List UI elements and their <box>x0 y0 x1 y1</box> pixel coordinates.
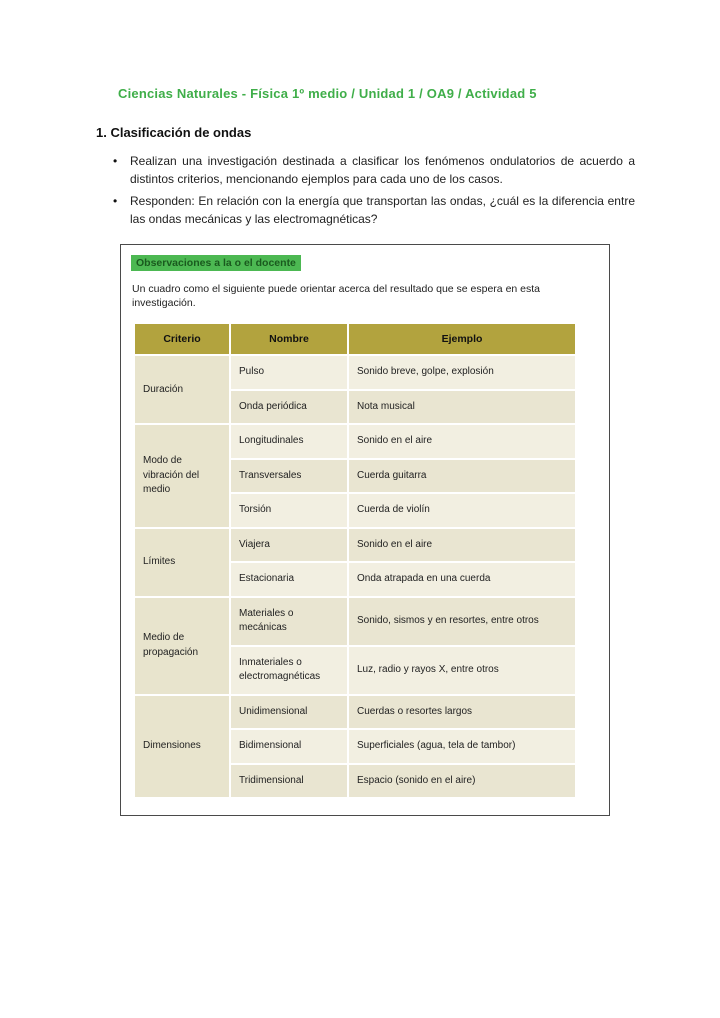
table-row <box>134 528 576 563</box>
bullet-item: • Realizan una investigación destinada a clasificar los fenómenos ondulatorios de acuerdo a distintos criterios, mencionando ejemplos para cada uno de los casos. <box>130 152 635 188</box>
section-heading: 1. Clasificación de ondas <box>96 125 252 140</box>
header-nombre: Nombre <box>230 323 348 355</box>
header-criterio: Criterio <box>134 323 230 355</box>
cell-ejemplo: Luz, radio y rayos X, entre otros <box>348 646 576 695</box>
cell-ejemplo: Espacio (sonido en el aire) <box>348 764 576 799</box>
bullet-list <box>0 152 635 228</box>
cell-criterio: Dimensiones <box>134 695 230 799</box>
cell-ejemplo: Nota musical <box>348 390 576 425</box>
cell-ejemplo: Onda atrapada en una cuerda <box>348 562 576 597</box>
cell-nombre: Torsión <box>230 493 348 528</box>
cell-ejemplo: Sonido en el aire <box>348 528 576 563</box>
cell-nombre: Materiales o mecánicas <box>230 597 348 646</box>
cell-nombre: Longitudinales <box>230 424 348 459</box>
header-ejemplo: Ejemplo <box>348 323 576 355</box>
cell-ejemplo: Cuerdas o resortes largos <box>348 695 576 730</box>
cell-criterio: Medio de propagación <box>134 597 230 695</box>
cell-nombre: Pulso <box>230 355 348 390</box>
cell-nombre: Inmateriales o electromagnéticas <box>230 646 348 695</box>
table-row <box>134 695 576 730</box>
note-intro: Un cuadro como el siguiente puede orientar acerca del resultado que se espera en esta investigación. <box>132 283 541 310</box>
cell-ejemplo: Sonido en el aire <box>348 424 576 459</box>
cell-nombre: Transversales <box>230 459 348 494</box>
cell-ejemplo: Superficiales (agua, tela de tambor) <box>348 729 576 764</box>
cell-nombre: Onda periódica <box>230 390 348 425</box>
cell-nombre: Bidimensional <box>230 729 348 764</box>
cell-nombre: Estacionaria <box>230 562 348 597</box>
cell-nombre: Unidimensional <box>230 695 348 730</box>
cell-criterio: Modo de vibración del medio <box>134 424 230 528</box>
classification-table <box>133 322 577 799</box>
cell-nombre: Tridimensional <box>230 764 348 799</box>
cell-criterio: Límites <box>134 528 230 597</box>
document-title: Ciencias Naturales - Física 1º medio / Unidad 1 / OA9 / Actividad 5 <box>118 86 537 101</box>
cell-nombre: Viajera <box>230 528 348 563</box>
note-label: Observaciones a la o el docente <box>131 255 301 271</box>
table-row <box>134 355 576 390</box>
table-row <box>134 424 576 459</box>
cell-ejemplo: Cuerda de violín <box>348 493 576 528</box>
cell-ejemplo: Cuerda guitarra <box>348 459 576 494</box>
bullet-item: • Responden: En relación con la energía que transportan las ondas, ¿cuál es la diferencia entre las ondas mecánicas y las electromagnéticas? <box>130 192 635 228</box>
teacher-note-box <box>120 244 610 816</box>
cell-criterio: Duración <box>134 355 230 424</box>
cell-ejemplo: Sonido, sismos y en resortes, entre otros <box>348 597 576 646</box>
cell-ejemplo: Sonido breve, golpe, explosión <box>348 355 576 390</box>
table-row <box>134 597 576 646</box>
table-header-row <box>134 323 576 355</box>
